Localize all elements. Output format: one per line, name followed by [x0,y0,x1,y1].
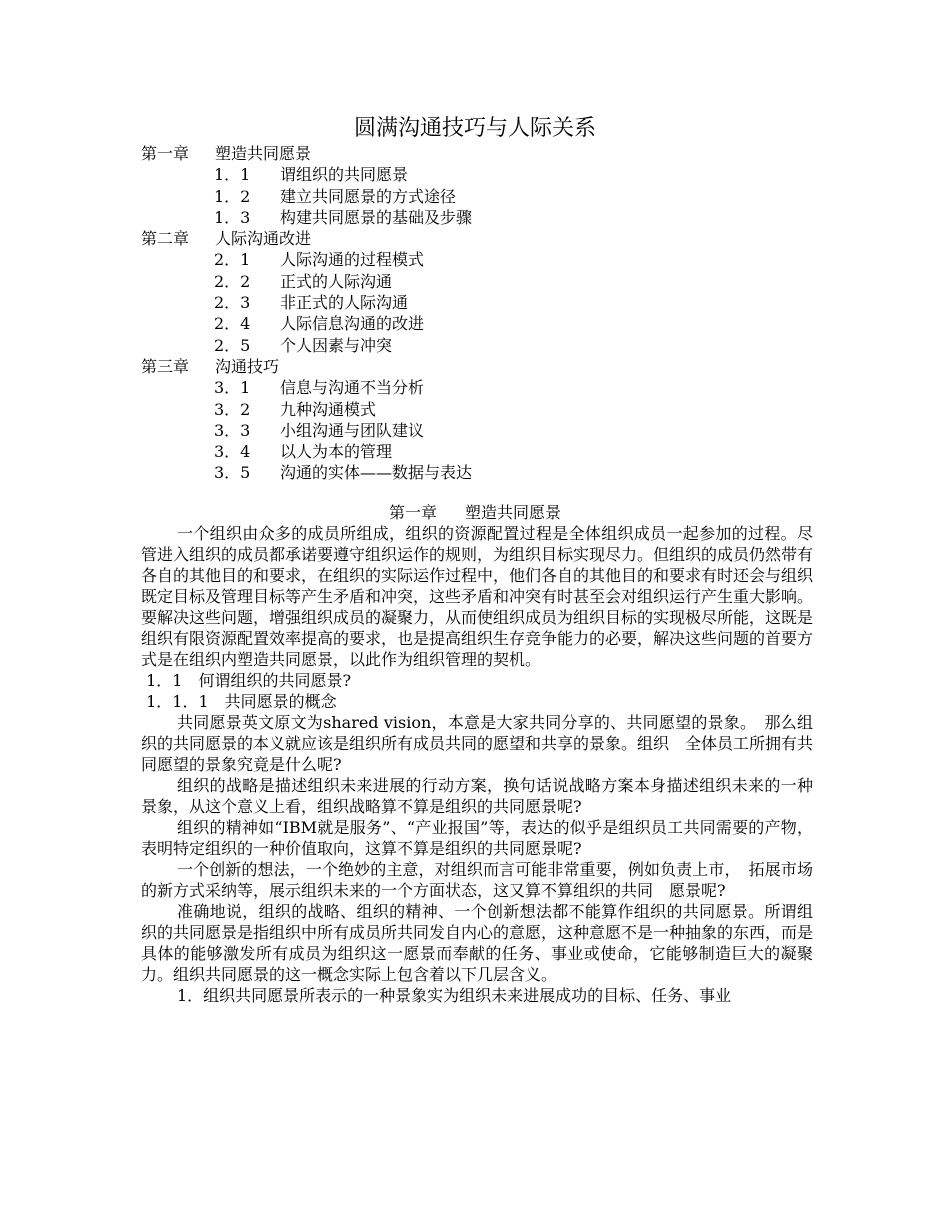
toc-section [141,377,841,398]
body-paragraph: 共同愿景英文原文为shared vision，本意是大家共同分享的、共同愿望的景象。 那么组织的共同愿景的本义就应该是组织所有成员共同的愿望和共享的景象。组织 全体员工所拥有共同愿望的景象究竟是什么呢? [141,713,814,774]
toc-section-number: 3．1 [214,378,251,398]
toc-section [141,186,841,207]
body-paragraph: 组织的精神如“IBM就是服务”、“产业报国”等，表达的似乎是组织员工共同需要的产物，表明特定组织的一种价值取向，这算不算是组织的共同愿景呢? [141,818,813,858]
toc-chapter-label: 人际沟通改进 [215,229,312,249]
body-paragraph: 准确地说，组织的战略、组织的精神、一个创新想法都不能算作组织的共同愿景。所谓组织的共同愿景是指组织中所有成员所共同发自内心的意愿，这种意愿不是一种抽象的东西，而是具体的能够激发所有成员为组织这一愿景而奉献的任务、事业或使命，它能够制造巨大的凝聚力。组织共同愿景的这一概念实际上包含着以下几层含义。 [141,902,814,984]
section-heading: 1．1 何谓组织的共同愿景? [141,671,352,690]
toc-section-label: 人际沟通的过程模式 [280,250,425,270]
toc-section-label: 人际信息沟通的改进 [280,314,425,334]
body-paragraph: 1．组织共同愿景所表示的一种景象实为组织未来进展成功的目标、任务、事业 [177,986,732,1005]
chapter-number: 第一章 [388,503,437,522]
toc-section-number: 2．4 [214,314,251,334]
toc-section [141,164,841,185]
toc-section-label: 九种沟通模式 [280,399,377,419]
toc-chapter-1 [141,143,841,164]
toc-section-label: 建立共同愿景的方式途径 [280,186,457,206]
toc-section-number: 3．5 [214,463,251,483]
toc-section [141,441,841,462]
toc-section-label: 信息与沟通不当分析 [280,378,425,398]
subsection-heading: 1．1．1 共同愿景的概念 [141,692,337,711]
toc-section-number: 1．1 [214,165,251,185]
toc-section-number: 3．4 [214,442,251,462]
toc-section-label: 非正式的人际沟通 [280,293,409,313]
toc-section [141,335,841,356]
chapter-title: 塑造共同愿景 [465,503,562,522]
toc-section [141,313,841,334]
toc-section-label: 以人为本的管理 [280,442,393,462]
toc-section-label: 构建共同愿景的基础及步骤 [280,207,473,227]
toc-section-label: 沟通的实体——数据与表达 [280,463,473,483]
toc-section-number: 2．3 [214,293,251,313]
toc-section-number: 2．1 [214,250,251,270]
toc-chapter-label: 沟通技巧 [215,356,280,376]
toc-section-number: 2．5 [214,335,251,355]
body-paragraph: 组织的战略是描述组织未来进展的行动方案，换句话说战略方案本身描述组织未来的一种景象，从这个意义上看，组织战略算不算是组织的共同愿景呢? [141,776,813,816]
toc-section-number: 3．3 [214,420,251,440]
toc-section [141,420,841,441]
toc-section-label: 正式的人际沟通 [280,271,393,291]
toc-section [141,271,841,292]
toc-chapter-number: 第二章 [141,229,190,249]
toc-section [141,462,841,483]
toc-section-label: 谓组织的共同愿景 [280,165,409,185]
toc-chapter-label: 塑造共同愿景 [215,144,312,163]
chapter-body [141,523,813,1006]
toc-section-number: 2．2 [214,271,251,291]
toc-section-number: 1．3 [214,207,251,227]
document-title: 圆满沟通技巧与人际关系 [353,116,596,141]
toc-section-number: 3．2 [214,399,251,419]
toc-chapter-number: 第一章 [141,144,190,163]
toc-chapter-2 [141,228,841,249]
toc-section [141,399,841,420]
chapter-heading [0,502,950,523]
toc-section [141,207,841,228]
toc-section-label: 小组沟通与团队建议 [280,420,425,440]
toc-section [141,249,841,270]
body-paragraph: 一个创新的想法，一个绝妙的主意，对组织而言可能非常重要，例如负责上市， 拓展市场的新方式采纳等，展示组织未来的一个方面状态，这又算不算组织的共同 愿景呢? [141,860,813,900]
toc-chapter-number: 第三章 [141,356,190,376]
body-paragraph: 一个组织由众多的成员所组成，组织的资源配置过程是全体组织成员一起参加的过程。尽管进入组织的成员都承诺要遵守组织运作的规则，为组织目标实现尽力。但组织的成员仍然带有各自的其他目的和要求，在组织的实际运作过程中，他们各自的其他目的和要求有时还会与组织既定目标及管理目标等产生矛盾和冲突，这些矛盾和冲突有时甚至会对组织运行产生重大影响。要解决这些问题，增强组织成员的凝聚力，从而使组织成员为组织目标的实现极尽所能，这既是组织有限资源配置效率提高的要求，也是提高组织生存竞争能力的必要，解决这些问题的首要方式是在组织内塑造共同愿景，以此作为组织管理的契机。 [141,524,814,669]
toc-section-number: 1．2 [214,186,251,206]
toc-section [141,292,841,313]
table-of-contents [141,143,841,484]
toc-section-label: 个人因素与冲突 [280,335,393,355]
toc-chapter-3 [141,356,841,377]
